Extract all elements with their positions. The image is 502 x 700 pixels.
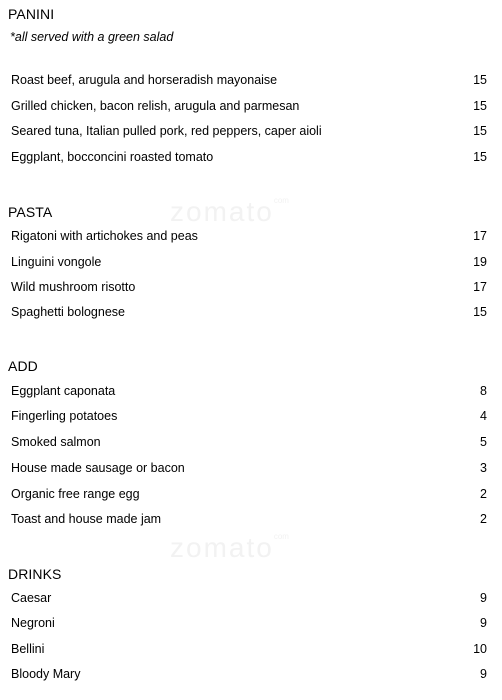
- item-name: Smoked salmon: [11, 435, 101, 449]
- item-name: Spaghetti bolognese: [11, 305, 125, 319]
- item-name: Roast beef, arugula and horseradish mayonaise: [11, 73, 278, 87]
- item-name: Eggplant caponata: [11, 384, 116, 398]
- item-price: 9: [480, 616, 487, 630]
- item-name: Bloody Mary: [11, 667, 81, 681]
- menu-item: [0, 71, 502, 89]
- watermark-suffix: com: [273, 532, 289, 541]
- menu-item: [0, 303, 502, 321]
- menu-item: [0, 589, 502, 607]
- section-title: PANINI: [8, 6, 55, 22]
- section-title: PASTA: [8, 204, 53, 220]
- menu-item: [0, 382, 502, 400]
- item-name: Organic free range egg: [11, 487, 140, 501]
- item-price: 4: [480, 409, 487, 423]
- section-note: *all served with a green salad: [10, 30, 174, 44]
- watermark-text: zomato: [170, 532, 274, 563]
- item-name: Seared tuna, Italian pulled pork, red peppers, caper aioli: [11, 124, 322, 138]
- item-name: Linguini vongole: [11, 255, 102, 269]
- menu-item: [0, 433, 502, 451]
- item-price: 19: [473, 255, 487, 269]
- item-name: Rigatoni with artichokes and peas: [11, 229, 198, 243]
- menu-item: [0, 148, 502, 166]
- item-name: Bellini: [11, 642, 45, 656]
- item-price: 10: [473, 642, 487, 656]
- menu-item: [0, 640, 502, 658]
- section-title: DRINKS: [8, 566, 62, 582]
- item-price: 3: [480, 461, 487, 475]
- menu-item: [0, 614, 502, 632]
- section-title: ADD: [8, 358, 38, 374]
- item-price: 9: [480, 667, 487, 681]
- item-price: 5: [480, 435, 487, 449]
- item-price: 2: [480, 512, 487, 526]
- menu-item: [0, 665, 502, 683]
- item-price: 15: [473, 150, 487, 164]
- item-name: Eggplant, bocconcini roasted tomato: [11, 150, 214, 164]
- menu-item: [0, 459, 502, 477]
- item-price: 2: [480, 487, 487, 501]
- item-price: 15: [473, 99, 487, 113]
- item-price: 8: [480, 384, 487, 398]
- menu-item: [0, 510, 502, 528]
- menu-item: [0, 97, 502, 115]
- menu-item: [0, 485, 502, 503]
- watermark: [170, 196, 289, 228]
- watermark: [170, 532, 289, 564]
- watermark-text: zomato: [170, 196, 274, 227]
- menu-item: [0, 278, 502, 296]
- item-price: 17: [473, 280, 487, 294]
- item-price: 15: [473, 73, 487, 87]
- menu-item: [0, 407, 502, 425]
- menu-item: [0, 253, 502, 271]
- watermark-suffix: com: [273, 196, 289, 205]
- item-name: Caesar: [11, 591, 52, 605]
- item-name: Toast and house made jam: [11, 512, 162, 526]
- item-price: 17: [473, 229, 487, 243]
- item-name: Grilled chicken, bacon relish, arugula and parmesan: [11, 99, 300, 113]
- item-name: House made sausage or bacon: [11, 461, 185, 475]
- item-name: Negroni: [11, 616, 55, 630]
- item-name: Fingerling potatoes: [11, 409, 118, 423]
- item-price: 9: [480, 591, 487, 605]
- item-price: 15: [473, 124, 487, 138]
- item-name: Wild mushroom risotto: [11, 280, 136, 294]
- item-price: 15: [473, 305, 487, 319]
- menu-item: [0, 122, 502, 140]
- menu-item: [0, 227, 502, 245]
